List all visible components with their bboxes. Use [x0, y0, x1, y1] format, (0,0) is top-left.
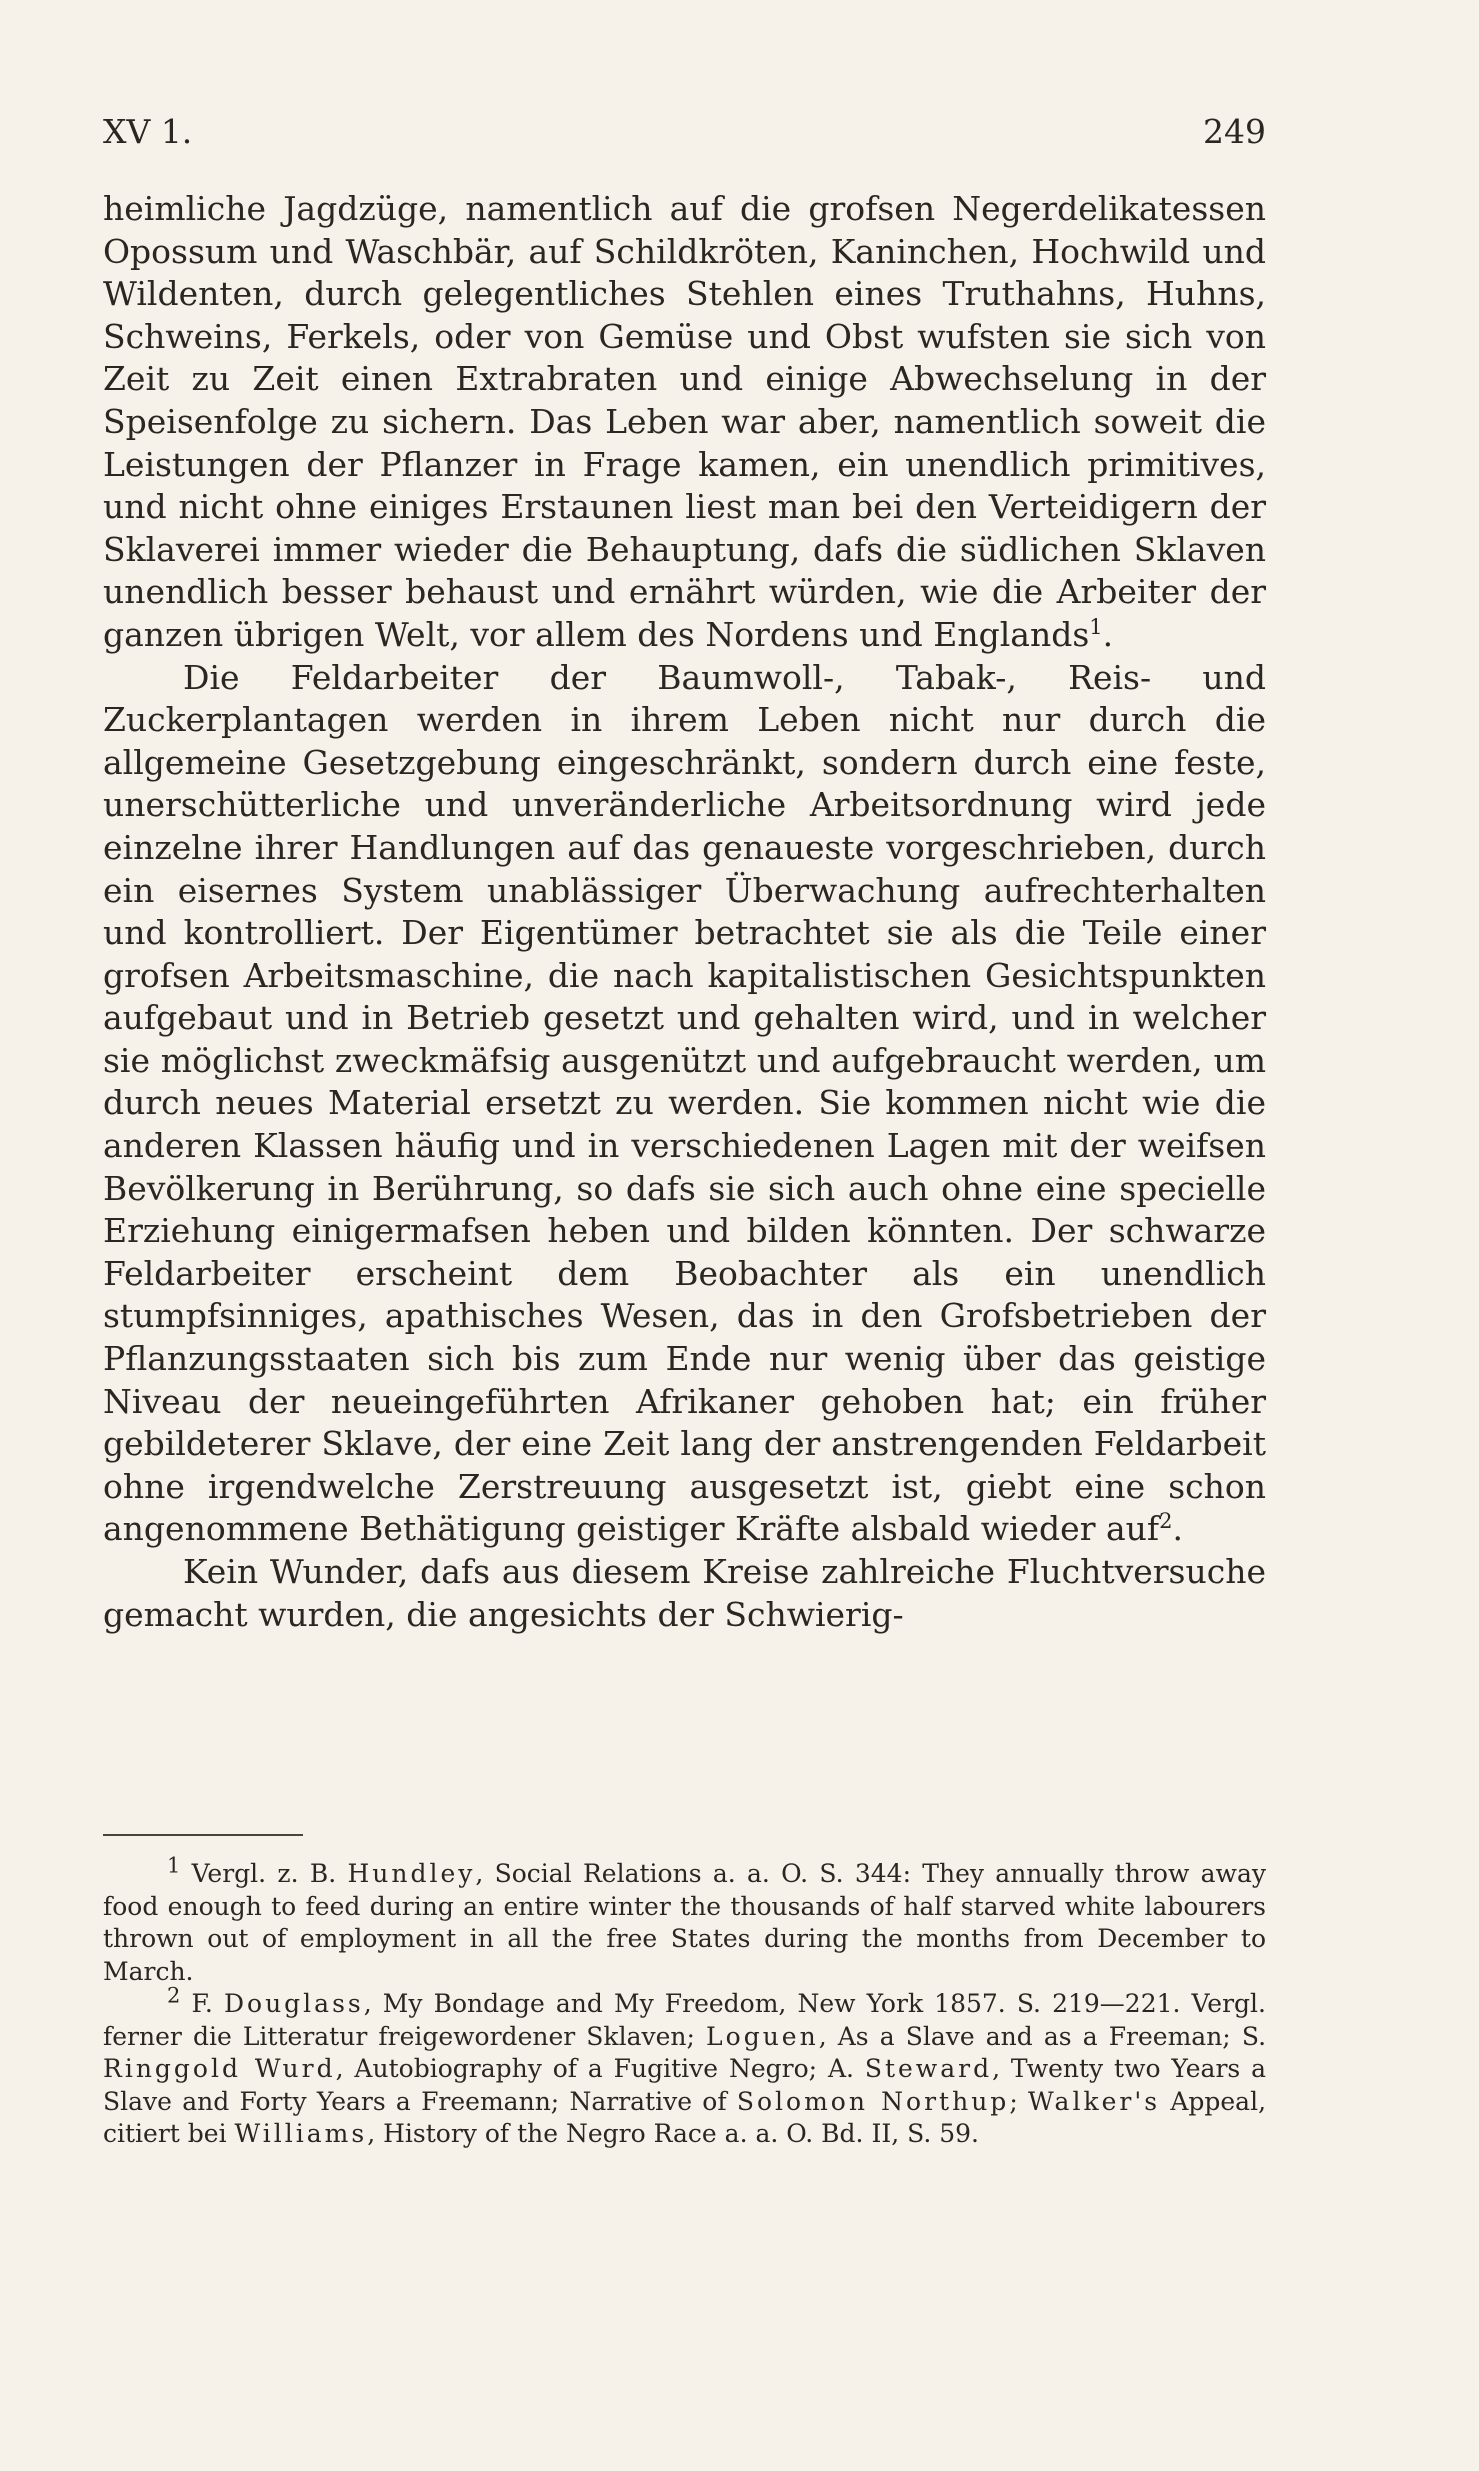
footnote-2-text-h: , History of the Negro Race a. a. O. Bd. II, S. 59.	[367, 2119, 979, 2148]
footnote-2-text-c: , As a Slave and as a Freeman; S.	[818, 2021, 1267, 2051]
paragraph-2-end: .	[1172, 1509, 1183, 1549]
page-number: 249	[1203, 112, 1266, 151]
footnote-1-text-b: , Social Relations a. a. O. S. 344: They annually throw away food enough to feed during an entire winter the thousands of half starved white labourers thrown out of employment in all the free States during the months from December to March.	[103, 1859, 1266, 1986]
footnote-2	[103, 1983, 1267, 2151]
footnote-divider	[103, 1834, 303, 1836]
footnote-2-text-d: , Autobiography of a Fugitive Negro; A.	[335, 2054, 854, 2083]
main-text	[103, 188, 1266, 1636]
footnote-2-mark: 2	[167, 1983, 181, 2008]
paragraph-2	[103, 657, 1266, 1551]
footnotes	[103, 1853, 1267, 2151]
footnote-2-text-b: , My Bondage and My Freedom, New York 1857. S. 219—221. Vergl. ferner die Litteratur freigewordener Sklaven;	[103, 1989, 1267, 2051]
footnote-2-author-ringgold: Ringgold Wurd	[103, 2054, 336, 2083]
paragraph-1-end: .	[1102, 614, 1114, 654]
footnote-1-author: Hundley	[347, 1859, 476, 1888]
running-header	[103, 112, 1266, 160]
footnote-ref-2: 2	[1159, 1509, 1173, 1534]
footnote-2-author-walker: Walker's	[1028, 2086, 1161, 2116]
paragraph-1	[103, 188, 1266, 657]
footnote-ref-1: 1	[1089, 614, 1103, 639]
paragraph-3: Kein Wunder, dafs aus diesem Kreise zahlreiche Fluchtversuche gemacht wurden, die angesichts der Schwierig-	[103, 1552, 1266, 1634]
footnote-1-mark: 1	[167, 1853, 181, 1878]
footnote-2-text-e: , Twenty two Years a Slave and Forty Years a Freemann; Narrative of	[103, 2054, 1267, 2116]
footnote-2-text-g: Appeal, citiert bei	[103, 2086, 1267, 2148]
footnote-1	[103, 1853, 1266, 1988]
footnote-2-text-a: F.	[191, 1989, 213, 2018]
footnote-2-author-northup: Solomon Northup	[736, 2086, 1010, 2116]
paragraph-1-text: heimliche Jagdzüge, namentlich auf die grofsen Negerdelikatessen Opossum und Waschbär, auf Schildkröten, Kaninchen, Hochwild und Wildenten, durch gelegentliches Stehlen eines Truthahns, Huhns, Schweins, Ferkels, oder von Gemüse und Obst wufsten sie sich von Zeit zu Zeit einen Extrabraten und einige Abwechselung in der Speisenfolge zu sichern. Das Leben war aber, namentlich soweit die Leistungen der Pflanzer in Frage kamen, ein unendlich primitives, und nicht ohne einiges Erstaunen liest man bei den Verteidigern der Sklaverei immer wieder die Behauptung, dafs die südlichen Sklaven unendlich besser behaust und ernährt würden, wie die Arbeiter der ganzen übrigen Welt, vor allem des Nordens und Englands	[103, 189, 1266, 654]
section-number: XV 1.	[103, 112, 193, 151]
footnote-2-author-williams: Williams	[234, 2119, 368, 2148]
footnote-2-author-loguen: Loguen	[706, 2021, 819, 2051]
footnote-2-author-steward: Steward	[864, 2054, 993, 2083]
paragraph-2-text: Die Feldarbeiter der Baumwoll-, Tabak-, Reis- und Zuckerplantagen werden in ihrem Leben nicht nur durch die allgemeine Gesetzgebung eingeschränkt, sondern durch eine feste, unerschütterliche und unveränderliche Arbeitsordnung wird jede einzelne ihrer Handlungen auf das genaueste vorgeschrieben, durch ein eisernes System unablässiger Überwachung aufrechterhalten und kontrolliert. Der Eigentümer betrachtet sie als die Teile einer grofsen Arbeitsmaschine, die nach kapitalistischen Gesichtspunkten aufgebaut und in Betrieb gesetzt und gehalten wird, und in welcher sie möglichst zweckmäfsig ausgenützt und aufgebraucht werden, um durch neues Material ersetzt zu werden. Sie kommen nicht wie die anderen Klassen häufig und in verschiedenen Lagen mit der weifsen Bevölkerung in Berührung, so dafs sie sich auch ohne eine specielle Erziehung einigermafsen heben und bilden könnten. Der schwarze Feldarbeiter erscheint dem Beobachter als ein unendlich stumpfsinniges, apathisches Wesen, das in den Grofsbetrieben der Pflanzungsstaaten sich bis zum Ende nur wenig über das geistige Niveau der neueingeführten Afrikaner gehoben hat; ein früher gebildeterer Sklave, der eine Zeit lang der anstrengenden Feldarbeit ohne irgendwelche Zerstreuung ausgesetzt ist, giebt eine schon angenommene Bethätigung geistiger Kräfte alsbald wieder auf	[103, 657, 1266, 1549]
footnote-1-text-a: Vergl. z. B.	[191, 1859, 337, 1888]
footnote-2-author-douglass: Douglass	[223, 1989, 364, 2018]
footnote-2-text-f: ;	[1009, 2086, 1018, 2116]
